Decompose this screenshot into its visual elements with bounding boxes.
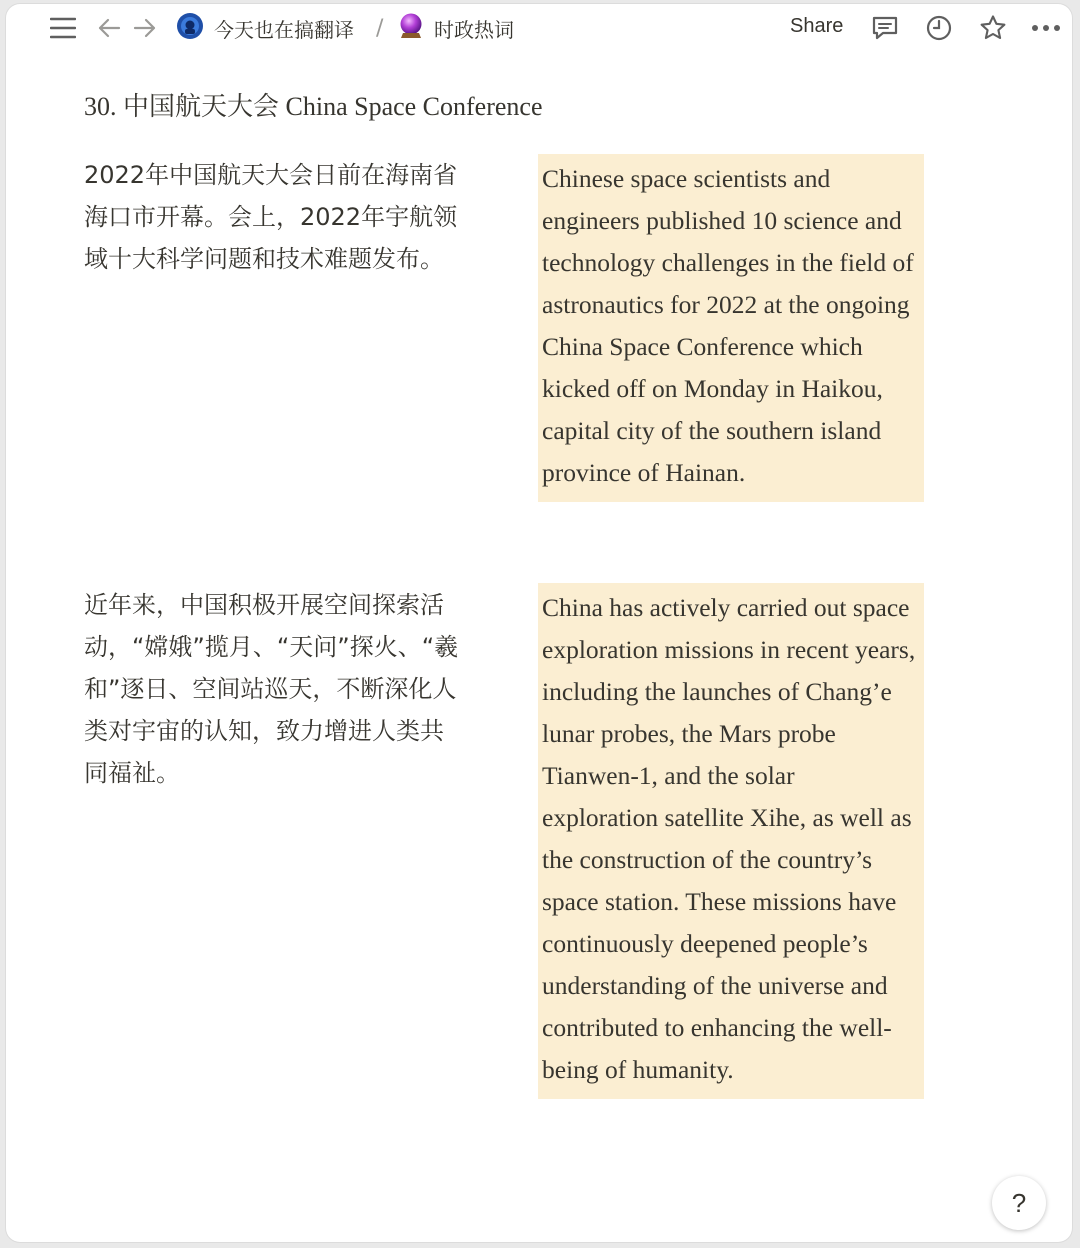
clock-icon[interactable] — [924, 14, 954, 42]
english-paragraph-1: Chinese space scientists and engineers published 10 science and technology challenges in the field of astronautics for 2022 at the ongoing China Space Conference which kicked off on Monday in Haikou, capital city of the southern island province of Hainan. — [538, 154, 924, 502]
app-window — [6, 4, 1072, 1242]
share-button[interactable]: Share — [790, 15, 844, 37]
comment-icon[interactable] — [870, 14, 900, 42]
help-button[interactable]: ? — [992, 1176, 1046, 1230]
crystal-ball-icon — [398, 12, 424, 45]
star-icon[interactable] — [978, 13, 1008, 43]
chinese-paragraph-2: 近年来，中国积极开展空间探索活动，“嫦娥”揽月、“天问”探火、“羲和”逐日、空间站巡天，不断深化人类对宇宙的认知，致力增进人类共同福祉。 — [84, 591, 459, 787]
page-title: 30. 中国航天大会 China Space Conference — [84, 92, 543, 121]
chinese-paragraph-1: 2022年中国航天大会日前在海南省海口市开幕。会上，2022年宇航领域十大科学问题和技术难题发布。 — [84, 161, 458, 273]
english-paragraph-2: China has actively carried out space exploration missions in recent years, including the launches of Chang’e lunar probes, the Mars probe Tianwen-1, and the solar exploration satellite Xihe, as well as the construction of the country’s space station. These missions have continuously deepened people’s understanding of the universe and contributed to enhancing the well-being of humanity. — [538, 583, 924, 1099]
back-arrow-icon[interactable] — [96, 14, 122, 42]
menu-icon[interactable] — [48, 14, 78, 42]
top-bar — [6, 4, 1072, 50]
breadcrumb-workspace-label: 今天也在搞翻译 — [214, 17, 354, 42]
breadcrumb-page-label: 时政热词 — [434, 17, 514, 42]
breadcrumb-workspace[interactable] — [176, 14, 354, 42]
more-options-icon[interactable] — [1030, 14, 1062, 42]
breadcrumb-page[interactable] — [398, 14, 514, 42]
breadcrumb-separator: / — [376, 16, 384, 41]
workspace-logo-icon — [176, 12, 204, 45]
forward-arrow-icon[interactable] — [132, 14, 158, 42]
